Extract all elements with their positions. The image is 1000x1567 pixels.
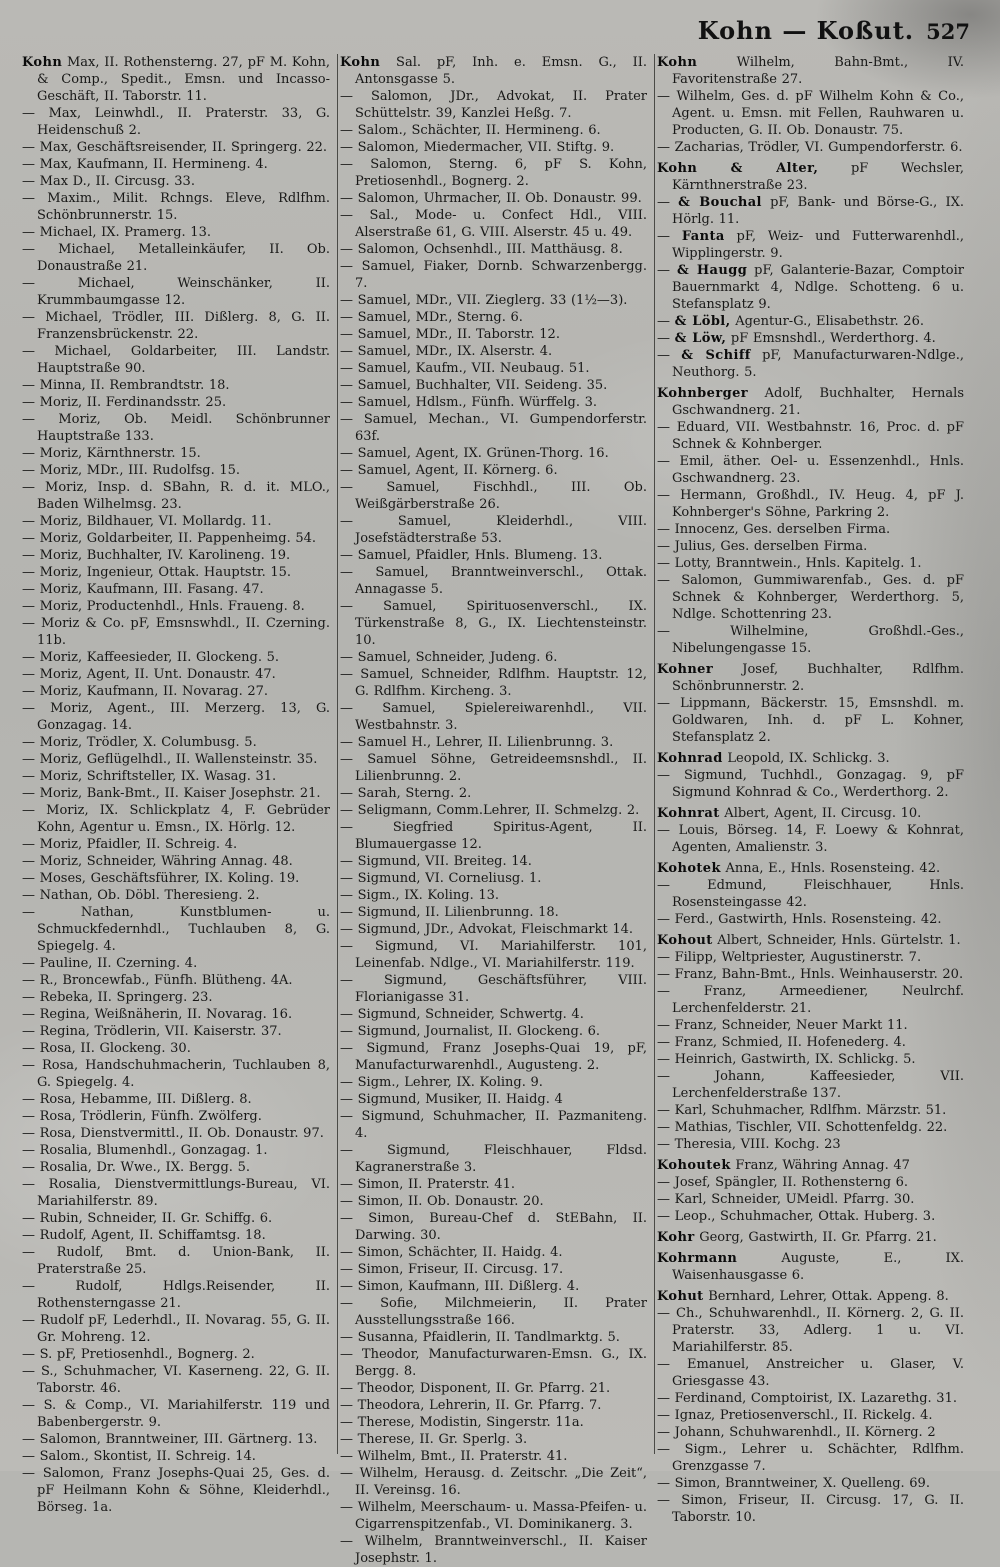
directory-entry: — Wilhelm, Branntweinverschl., II. Kaiser Josephstr. 1.	[340, 1534, 647, 1566]
directory-entry: — Rudolf pF, Lederhdl., II. Novarag. 55, G. II. Gr. Mohreng. 12.	[22, 1313, 330, 1345]
directory-entry: — Sigmund, Schneider, Schwertg. 4.	[340, 1007, 584, 1022]
directory-entry: — Emil, äther. Oel- u. Essenzenhdl., Hnls. Gschwandnerg. 23.	[657, 454, 964, 486]
directory-entry: — Samuel, Buchhalter, VII. Seideng. 35.	[340, 378, 608, 393]
directory-entry: — S. & Comp., VI. Mariahilferstr. 119 und Babenbergerstr. 9.	[22, 1398, 330, 1430]
directory-entry: — Ignaz, Pretiosenverschl., II. Rickelg. 4.	[657, 1408, 933, 1423]
directory-column-3	[654, 54, 971, 1525]
directory-column-1	[20, 54, 337, 1515]
directory-entry: — Wilhelm, Meerschaum- u. Massa-Pfeifen- u. Cigarrenspitzenfab., VI. Dominikanerg. 3.	[340, 1500, 647, 1532]
directory-entry: — Moriz, Geflügelhdl., II. Wallensteinstr. 35.	[22, 752, 318, 767]
entry-surname: Kohrmann	[657, 1251, 738, 1266]
directory-entry: — Samuel, Kleiderhdl., VIII. Josefstädterstraße 53.	[340, 514, 647, 546]
directory-entry: — Sofie, Milchmeierin, II. Prater Ausstellungsstraße 166.	[340, 1296, 647, 1328]
directory-entry: — Sigm., Lehrer u. Schächter, Rdlfhm. Grenzgasse 7.	[657, 1442, 964, 1474]
directory-entry: — Samuel, MDr., IX. Alserstr. 4.	[340, 344, 553, 359]
directory-entry: — Karl, Schuhmacher, Rdlfhm. Märzstr. 51.	[657, 1103, 947, 1118]
directory-entry: — Therese, Modistin, Singerstr. 11a.	[340, 1415, 584, 1430]
directory-entry: — Samuel, Fiaker, Dornb. Schwarzenbergg. 7.	[340, 259, 647, 291]
directory-entry: — Moriz, Goldarbeiter, II. Pappenheimg. 54.	[22, 531, 317, 546]
directory-entry: — Nathan, Kunstblumen- u. Schmuckfedernhdl., Tuchlauben 8, G. Spiegelg. 4.	[22, 905, 330, 954]
directory-entry: — Minna, II. Rembrandtstr. 18.	[22, 378, 230, 393]
directory-entry: — Samuel Söhne, Getreideemsnshdl., II. Lilienbrunng. 2.	[340, 752, 647, 784]
directory-entry: — Sigmund, Geschäftsführer, VIII. Florianigasse 31.	[340, 973, 647, 1005]
directory-entry: — Sigmund, Journalist, II. Glockeng. 6.	[340, 1024, 601, 1039]
directory-entry: — Max, Leinwhdl., II. Praterstr. 33, G. Heidenschuß 2.	[22, 106, 330, 138]
directory-entry: — Ch., Schuhwarenhdl., II. Körnerg. 2, G. II. Praterstr. 33, Adlerg. 1 u. VI. Mariahilferstr. 85.	[657, 1306, 964, 1355]
directory-entry: — Samuel, MDr., II. Taborstr. 12.	[340, 327, 560, 342]
directory-entry: — Moriz, Schriftsteller, IX. Wasag. 31.	[22, 769, 277, 784]
directory-entry: — Moriz, Bildhauer, VI. Mollardg. 11.	[22, 514, 272, 529]
directory-entry: — Wilhelm, Ges. d. pF Wilhelm Kohn & Co., Agent. u. Emsn. mit Fellen, Rauhwaren u. Producten, G. II. Ob. Donaustr. 75.	[657, 89, 964, 138]
directory-entry: — Moriz, Trödler, X. Columbusg. 5.	[22, 735, 257, 750]
entry-surname: Kohn	[657, 55, 698, 70]
directory-entry: — Simon, II. Praterstr. 41.	[340, 1177, 515, 1192]
directory-entry: — Moriz, MDr., III. Rudolfsg. 15.	[22, 463, 241, 478]
directory-entry: — & Löw, pF Emsnshdl., Werderthorg. 4.	[657, 331, 936, 346]
directory-entry: — Moriz, Insp. d. SBahn, R. d. it. MLO., Baden Wilhelmsg. 23.	[22, 480, 330, 512]
directory-entry: — Rosa, Trödlerin, Fünfh. Zwölferg.	[22, 1109, 262, 1124]
entry-surname: Kohut	[657, 1289, 704, 1304]
directory-entry: — Samuel, Agent, IX. Grünen-Thorg. 16.	[340, 446, 609, 461]
directory-entry: — Ferd., Gastwirth, Hnls. Rosensteing. 42.	[657, 912, 942, 927]
directory-entry: — Samuel H., Lehrer, II. Lilienbrunng. 3.	[340, 735, 614, 750]
directory-entry: — & Haugg pF, Galanterie-Bazar, Comptoir Bauernmarkt 4, Ndlge. Schotteng. 6 u. Stefansplatz 9.	[657, 263, 964, 312]
directory-entry: — Lippmann, Bäckerstr. 15, Emsnshdl. m. Goldwaren, Inh. d. pF L. Kohner, Stefansplatz 2.	[657, 696, 964, 745]
directory-entry: — Simon, Kaufmann, III. Dißlerg. 4.	[340, 1279, 580, 1294]
directory-entry: — Rosa, Handschuhmacherin, Tuchlauben 8, G. Spiegelg. 4.	[22, 1058, 330, 1090]
directory-entry: — Rosa, Hebamme, III. Dißlerg. 8.	[22, 1092, 252, 1107]
directory-entry: — Rosalia, Dienstvermittlungs-Bureau, VI. Mariahilferstr. 89.	[22, 1177, 330, 1209]
directory-entry: — & Schiff pF, Manufacturwaren-Ndlge., Neuthorg. 5.	[657, 348, 964, 380]
directory-entry: — Rudolf, Agent, II. Schiffamtsg. 18.	[22, 1228, 266, 1243]
directory-entry: — Moriz, Buchhalter, IV. Karolineng. 19.	[22, 548, 291, 563]
directory-entry: Kohoutek Franz, Währing Annag. 47	[657, 1158, 910, 1173]
directory-entry: — Simon, Schächter, II. Haidg. 4.	[340, 1245, 563, 1260]
directory-entry: Kohner Josef, Buchhalter, Rdlfhm. Schönbrunnerstr. 2.	[657, 662, 964, 694]
directory-entry: — Moriz, Agent, II. Unt. Donaustr. 47.	[22, 667, 276, 682]
directory-entry: — Samuel, Agent, II. Körnerg. 6.	[340, 463, 558, 478]
directory-entry: — Leop., Schuhmacher, Ottak. Huberg. 3.	[657, 1209, 936, 1224]
directory-entry: — Filipp, Weltpriester, Augustinerstr. 7.	[657, 950, 922, 965]
directory-entry: — Moriz & Co. pF, Emsnswhdl., II. Czerning. 11b.	[22, 616, 330, 648]
directory-entry: — Theresia, VIII. Kochg. 23	[657, 1137, 841, 1152]
directory-entry: — Michael, Weinschänker, II. Krummbaumgasse 12.	[22, 276, 330, 308]
directory-entry: — Ferdinand, Comptoirist, IX. Lazarethg. 31.	[657, 1391, 957, 1406]
directory-entry: — Moriz, Kaffeesieder, II. Glockeng. 5.	[22, 650, 280, 665]
directory-column-2	[337, 54, 654, 1566]
directory-entry: — Hermann, Großhdl., IV. Heug. 4, pF J. Kohnberger's Söhne, Parkring 2.	[657, 488, 964, 520]
directory-entry: Kohnrat Albert, Agent, II. Circusg. 10.	[657, 806, 922, 821]
directory-entry: — Eduard, VII. Westbahnstr. 16, Proc. d. pF Schnek & Kohnberger.	[657, 420, 964, 452]
directory-entry: — Julius, Ges. derselben Firma.	[657, 539, 868, 554]
directory-entry: — Franz, Schmied, II. Hofenederg. 4.	[657, 1035, 906, 1050]
directory-entry: — Salomon, Branntweiner, III. Gärtnerg. 13.	[22, 1432, 318, 1447]
directory-entry: — S., Schuhmacher, VI. Kaserneng. 22, G. II. Taborstr. 46.	[22, 1364, 330, 1396]
directory-entry: — Theodora, Lehrerin, II. Gr. Pfarrg. 7.	[340, 1398, 602, 1413]
directory-entry: — Sigmund, VII. Breiteg. 14.	[340, 854, 532, 869]
directory-entry: — Rudolf, Hdlgs.Reisender, II. Rothensterngasse 21.	[22, 1279, 330, 1311]
entry-surname: Kohout	[657, 933, 713, 948]
directory-entry: — Moses, Geschäftsführer, IX. Koling. 19.	[22, 871, 300, 886]
directory-entry: — Sigmund, II. Lilienbrunng. 18.	[340, 905, 559, 920]
directory-entry: — Simon, Friseur, II. Circusg. 17.	[340, 1262, 564, 1277]
directory-entry: — Fanta pF, Weiz- und Futterwarenhdl., Wipplingerstr. 9.	[657, 229, 965, 261]
directory-entry: — Louis, Börseg. 14, F. Loewy & Kohnrat, Agenten, Amalienstr. 3.	[657, 823, 964, 855]
directory-entry: — Moriz, Ob. Meidl. Schönbrunner Hauptstraße 133.	[22, 412, 330, 444]
directory-entry: — Lotty, Branntwein., Hnls. Kapitelg. 1.	[657, 556, 922, 571]
directory-entry: — Rosa, II. Glockeng. 30.	[22, 1041, 191, 1056]
directory-entry: — Simon, Friseur, II. Circusg. 17, G. II. Taborstr. 10.	[657, 1493, 964, 1525]
directory-entry: — Moriz, IX. Schlickplatz 4, F. Gebrüder Kohn, Agentur u. Emsn., IX. Hörlg. 12.	[22, 803, 330, 835]
directory-entry: — Nathan, Ob. Döbl. Theresieng. 2.	[22, 888, 260, 903]
entry-surname: & Schiff	[681, 348, 751, 363]
directory-entry: — Karl, Schneider, UMeidl. Pfarrg. 30.	[657, 1192, 915, 1207]
directory-entry: — Pauline, II. Czerning. 4.	[22, 956, 198, 971]
directory-entry: — Michael, Goldarbeiter, III. Landstr. Hauptstraße 90.	[22, 344, 330, 376]
directory-entry: — Rebeka, II. Springerg. 23.	[22, 990, 213, 1005]
entry-surname: Kohnrad	[657, 751, 723, 766]
columns-container	[0, 52, 1000, 1566]
directory-entry: — Michael, IX. Pramerg. 13.	[22, 225, 211, 240]
entry-surname: & Löbl,	[674, 314, 731, 329]
directory-entry: — Samuel, MDr., VII. Zieglerg. 33 (1½—3).	[340, 293, 628, 308]
directory-entry: — Samuel, Fischhdl., III. Ob. Weißgärberstraße 26.	[340, 480, 647, 512]
directory-entry: — Moriz, Bank-Bmt., II. Kaiser Josephstr. 21.	[22, 786, 321, 801]
directory-entry: — Sigmund, VI. Mariahilferstr. 101, Leinenfab. Ndlge., VI. Mariahilferstr. 119.	[340, 939, 647, 971]
directory-entry: — Michael, Metalleinkäufer, II. Ob. Donaustraße 21.	[22, 242, 330, 274]
directory-entry: — Max, Geschäftsreisender, II. Springerg. 22.	[22, 140, 328, 155]
directory-entry: — Moriz, Kärnthnerstr. 15.	[22, 446, 201, 461]
directory-entry: — Samuel, Pfaidler, Hnls. Blumeng. 13.	[340, 548, 603, 563]
directory-entry: — Max D., II. Circusg. 33.	[22, 174, 195, 189]
directory-entry: — Moriz, Agent., III. Merzerg. 13, G. Gonzagag. 14.	[22, 701, 330, 733]
directory-entry: Kohn Max, II. Rothensterng. 27, pF M. Kohn, & Comp., Spedit., Emsn. und Incasso-Geschäft, II. Taborstr. 11.	[22, 55, 330, 104]
page-header	[0, 0, 1000, 52]
directory-entry: — Sigmund, JDr., Advokat, Fleischmarkt 14.	[340, 922, 634, 937]
directory-entry: — Sal., Mode- u. Confect Hdl., VIII. Alserstraße 61, G. VIII. Alserstr. 45 u. 49.	[340, 208, 647, 240]
directory-entry: — Sigm., IX. Koling. 13.	[340, 888, 500, 903]
entry-surname: Kohoutek	[657, 1158, 731, 1173]
directory-entry: — Seligmann, Comm.Lehrer, II. Schmelzg. 2.	[340, 803, 640, 818]
directory-entry: — R., Broncewfab., Fünfh. Blütheng. 4A.	[22, 973, 293, 988]
directory-entry: — Moriz, Productenhdl., Hnls. Fraueng. 8.	[22, 599, 305, 614]
directory-entry: — Sigmund, Musiker, II. Haidg. 4	[340, 1092, 563, 1107]
entry-surname: & Haugg	[676, 263, 748, 278]
directory-entry: — Regina, Trödlerin, VII. Kaiserstr. 37.	[22, 1024, 282, 1039]
directory-entry: — Samuel, Branntweinverschl., Ottak. Annagasse 5.	[340, 565, 647, 597]
directory-entry: — Zacharias, Trödler, VI. Gumpendorferstr. 6.	[657, 140, 963, 155]
directory-entry: — Franz, Bahn-Bmt., Hnls. Weinhauserstr. 20.	[657, 967, 964, 982]
directory-entry: — Sarah, Sterng. 2.	[340, 786, 472, 801]
directory-entry: — Salomon, Franz Josephs-Quai 25, Ges. d. pF Heilmann Kohn & Söhne, Kleiderhdl., Börseg. 1a.	[22, 1466, 330, 1515]
directory-entry: — Moriz, Ingenieur, Ottak. Hauptstr. 15.	[22, 565, 292, 580]
directory-entry: — Salomon, Gummiwarenfab., Ges. d. pF Schnek & Kohnberger, Werderthorg. 5, Ndlge. Schottenring 23.	[657, 573, 964, 622]
directory-entry: — Salomon, Uhrmacher, II. Ob. Donaustr. 99.	[340, 191, 642, 206]
directory-entry: — Moriz, II. Ferdinandsstr. 25.	[22, 395, 227, 410]
directory-entry: — Samuel, Spielereiwarenhdl., VII. Westbahnstr. 3.	[340, 701, 647, 733]
directory-entry: — Samuel, Kaufm., VII. Neubaug. 51.	[340, 361, 590, 376]
directory-entry: Kohotek Anna, E., Hnls. Rosensteing. 42.	[657, 861, 941, 876]
directory-entry: — Simon, Branntweiner, X. Quelleng. 69.	[657, 1476, 930, 1491]
directory-entry: — Sigm., Lehrer, IX. Koling. 9.	[340, 1075, 543, 1090]
directory-entry: — Rosalia, Dr. Wwe., IX. Bergg. 5.	[22, 1160, 250, 1175]
directory-entry: — Regina, Weißnäherin, II. Novarag. 16.	[22, 1007, 293, 1022]
directory-entry: — Wilhelm, Herausg. d. Zeitschr. „Die Zeit“, II. Vereinsg. 16.	[340, 1466, 647, 1498]
directory-entry: — Siegfried Spiritus-Agent, II. Blumauergasse 12.	[340, 820, 647, 852]
directory-entry: — Susanna, Pfaidlerin, II. Tandlmarktg. 5.	[340, 1330, 620, 1345]
directory-entry: Kohut Bernhard, Lehrer, Ottak. Appeng. 8.	[657, 1289, 949, 1304]
directory-entry: — Sigmund, Tuchhdl., Gonzagag. 9, pF Sigmund Kohnrad & Co., Werderthorg. 2.	[657, 768, 964, 800]
directory-entry: — Moriz, Kaufmann, III. Fasang. 47.	[22, 582, 264, 597]
entry-surname: Kohnberger	[657, 386, 749, 401]
directory-entry: — Theodor, Disponent, II. Gr. Pfarrg. 21.	[340, 1381, 611, 1396]
directory-entry: — Samuel, Hdlsm., Fünfh. Würffelg. 3.	[340, 395, 598, 410]
directory-entry: — Moriz, Pfaidler, II. Schreig. 4.	[22, 837, 238, 852]
entry-surname: & Löw,	[674, 331, 727, 346]
directory-entry: — Simon, II. Ob. Donaustr. 20.	[340, 1194, 544, 1209]
directory-entry: — Josef, Spängler, II. Rothensterng 6.	[657, 1175, 909, 1190]
directory-entry: Kohn Wilhelm, Bahn-Bmt., IV. Favoritenstraße 27.	[657, 55, 964, 87]
entry-surname: Kohnrat	[657, 806, 720, 821]
directory-entry: — Michael, Trödler, III. Dißlerg. 8, G. II. Franzensbrückenstr. 22.	[22, 310, 330, 342]
entry-surname: Kohn & Alter,	[657, 161, 819, 176]
directory-entry: — Salomon, Sterng. 6, pF S. Kohn, Pretiosenhdl., Bognerg. 2.	[340, 157, 647, 189]
directory-entry: — Salomon, JDr., Advokat, II. Prater Schüttelstr. 39, Kanzlei Heßg. 7.	[340, 89, 647, 121]
directory-entry: Kohn & Alter, pF Wechsler, Kärnthnerstraße 23.	[657, 161, 965, 193]
directory-entry: — Sigmund, Franz Josephs-Quai 19, pF, Manufacturwarenhdl., Augusteng. 2.	[340, 1041, 647, 1073]
directory-entry: — Samuel, Spirituosenverschl., IX. Türkenstraße 8, G., IX. Liechtensteinstr. 10.	[340, 599, 647, 648]
directory-entry: — Salomon, Ochsenhdl., III. Matthäusg. 8.	[340, 242, 623, 257]
directory-entry: — Maxim., Milit. Rchngs. Eleve, Rdlfhm. Schönbrunnerstr. 15.	[22, 191, 330, 223]
directory-entry: — Samuel, Schneider, Rdlfhm. Hauptstr. 12, G. Rdlfhm. Kircheng. 3.	[340, 667, 647, 699]
directory-entry: — Wilhelm, Bmt., II. Praterstr. 41.	[340, 1449, 568, 1464]
directory-entry: — Franz, Schneider, Neuer Markt 11.	[657, 1018, 908, 1033]
page-title: Kohn — Koßut.	[697, 16, 915, 45]
entry-surname: Kohotek	[657, 861, 721, 876]
directory-entry: — Sigmund, Schuhmacher, II. Pazmaniteng. 4.	[340, 1109, 647, 1141]
page-number: 527	[926, 19, 970, 44]
directory-entry: — Franz, Armeediener, Neulrchf. Lerchenfelderstr. 21.	[657, 984, 964, 1016]
directory-entry: — Salomon, Miedermacher, VII. Stiftg. 9.	[340, 140, 615, 155]
entry-surname: Kohr	[657, 1230, 695, 1245]
directory-entry: — Mathias, Tischler, VII. Schottenfeldg. 22.	[657, 1120, 948, 1135]
entry-surname: Kohn	[22, 55, 63, 70]
directory-entry: — Johann, Kaffeesieder, VII. Lerchenfelderstraße 137.	[657, 1069, 964, 1101]
directory-entry: — Emanuel, Anstreicher u. Glaser, V. Griesgasse 43.	[657, 1357, 964, 1389]
directory-entry: — Samuel, MDr., Sterng. 6.	[340, 310, 523, 325]
directory-entry: — Samuel, Schneider, Judeng. 6.	[340, 650, 558, 665]
directory-entry: Kohr Georg, Gastwirth, II. Gr. Pfarrg. 21.	[657, 1230, 937, 1245]
directory-entry: — Sigmund, VI. Corneliusg. 1.	[340, 871, 542, 886]
directory-entry: — Rubin, Schneider, II. Gr. Schiffg. 6.	[22, 1211, 273, 1226]
directory-entry: — Rosalia, Blumenhdl., Gonzagag. 1.	[22, 1143, 268, 1158]
entry-surname: Fanta	[681, 229, 725, 244]
directory-entry: — Samuel, Mechan., VI. Gumpendorferstr. 63f.	[340, 412, 647, 444]
entry-surname: & Bouchal	[678, 195, 762, 210]
directory-entry: — Rudolf, Bmt. d. Union-Bank, II. Praterstraße 25.	[22, 1245, 330, 1277]
directory-entry: — Edmund, Fleischhauer, Hnls. Rosensteingasse 42.	[657, 878, 964, 910]
directory-entry: — Sigmund, Fleischhauer, Fldsd. Kagranerstraße 3.	[340, 1143, 647, 1175]
directory-entry: — Innocenz, Ges. derselben Firma.	[657, 522, 891, 537]
directory-entry: — Salom., Schächter, II. Hermineng. 6.	[340, 123, 601, 138]
directory-entry: Kohrmann Auguste, E., IX. Waisenhausgasse 6.	[657, 1251, 964, 1283]
directory-entry: — Simon, Bureau-Chef d. StEBahn, II. Darwing. 30.	[340, 1211, 647, 1243]
directory-entry: Kohn Sal. pF, Inh. e. Emsn. G., II. Antonsgasse 5.	[340, 55, 647, 87]
directory-entry: — Rosa, Dienstvermittl., II. Ob. Donaustr. 97.	[22, 1126, 324, 1141]
directory-entry: — Moriz, Kaufmann, II. Novarag. 27.	[22, 684, 269, 699]
directory-entry: — & Bouchal pF, Bank- und Börse-G., IX. Hörlg. 11.	[657, 195, 964, 227]
directory-entry: — Theodor, Manufacturwaren-Emsn. G., IX. Bergg. 8.	[340, 1347, 647, 1379]
directory-entry: — S. pF, Pretiosenhdl., Bognerg. 2.	[22, 1347, 255, 1362]
directory-entry: — Heinrich, Gastwirth, IX. Schlickg. 5.	[657, 1052, 916, 1067]
directory-entry: — & Löbl, Agentur-G., Elisabethstr. 26.	[657, 314, 924, 329]
directory-entry: Kohnrad Leopold, IX. Schlickg. 3.	[657, 751, 890, 766]
directory-entry: — Therese, II. Gr. Sperlg. 3.	[340, 1432, 528, 1447]
directory-entry: — Wilhelmine, Großhdl.-Ges., Nibelungengasse 15.	[657, 624, 964, 656]
entry-surname: Kohner	[657, 662, 714, 677]
entry-surname: Kohn	[340, 55, 381, 70]
directory-entry: Kohout Albert, Schneider, Hnls. Gürtelstr. 1.	[657, 933, 961, 948]
directory-entry: — Max, Kaufmann, II. Hermineng. 4.	[22, 157, 268, 172]
directory-entry: — Salom., Skontist, II. Schreig. 14.	[22, 1449, 256, 1464]
directory-entry: — Moriz, Schneider, Währing Annag. 48.	[22, 854, 293, 869]
directory-entry: Kohnberger Adolf, Buchhalter, Hernals Gschwandnerg. 21.	[657, 386, 964, 418]
directory-entry: — Johann, Schuhwarenhdl., II. Körnerg. 2	[657, 1425, 936, 1440]
